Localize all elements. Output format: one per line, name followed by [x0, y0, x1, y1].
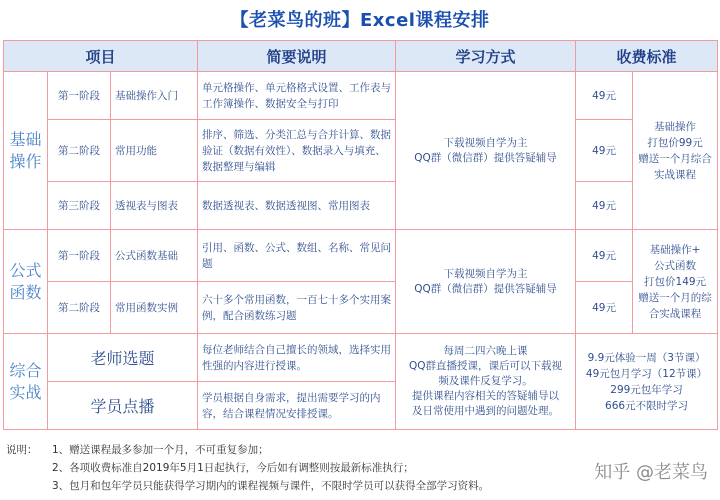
- fees-practice: 9.9元体验一周（3节课） 49元包月学习（12节课） 299元包年学习 666元不限时学习: [576, 334, 718, 430]
- table-row: [4, 282, 718, 334]
- note-item: 2、各项收费标准自2019年5月1日起执行，今后如有调整则按最新标准执行；: [52, 462, 414, 474]
- header-learn: 学习方式: [396, 41, 576, 72]
- table-row: [4, 230, 718, 282]
- section-practice: 综合实战: [4, 334, 48, 430]
- table-row: [4, 182, 718, 230]
- stage-label: 第二阶段: [48, 120, 111, 182]
- package-basic: 基础操作 打包价99元 赠送一个月综合 实战课程: [633, 72, 718, 230]
- price-cell: 49元: [576, 182, 633, 230]
- module-label: 公式函数基础: [111, 230, 198, 282]
- notes-label: 说明：: [6, 444, 38, 456]
- page-title: 【老菜鸟的班】Excel课程安排: [230, 10, 490, 31]
- section-formula: 公式函数: [4, 230, 48, 334]
- mode-label: 老师选题: [48, 334, 198, 382]
- header-desc: 简要说明: [198, 41, 396, 72]
- package-formula: 基础操作+ 公式函数 打包价149元 赠送一个月的综 合实战课程: [633, 230, 718, 334]
- note-item: 1、赠送课程最多参加一个月，不可重复参加；: [52, 444, 269, 456]
- price-cell: 49元: [576, 120, 633, 182]
- module-desc: 引用、函数、公式、数组、名称、常见问题: [198, 230, 396, 282]
- notes: [6, 441, 626, 495]
- mode-desc: 每位老师结合自己擅长的领域，选择实用性强的内容进行授课。: [198, 334, 396, 382]
- stage-label: 第一阶段: [48, 230, 111, 282]
- section-basic: 基础操作: [4, 72, 48, 230]
- module-desc: 六十多个常用函数，一百七十多个实用案例，配合函数练习题: [198, 282, 396, 334]
- mode-label: 学员点播: [48, 382, 198, 430]
- header-item: 项目: [4, 41, 198, 72]
- module-desc: 排序、筛选、分类汇总与合并计算、数据验证（数据有效性）、数据录入与填充、数据整理与编辑: [198, 120, 396, 182]
- module-label: 基础操作入门: [111, 72, 198, 120]
- table-row: [4, 334, 718, 382]
- price-cell: 49元: [576, 230, 633, 282]
- table-row: [4, 72, 718, 120]
- table-row: [4, 120, 718, 182]
- module-desc: 单元格操作、单元格格式设置、工作表与工作簿操作、数据安全与打印: [198, 72, 396, 120]
- learn-basic: 下载视频自学为主 QQ群（微信群）提供答疑辅导: [396, 72, 576, 230]
- course-schedule-table: [3, 40, 718, 430]
- module-label: 透视表与图表: [111, 182, 198, 230]
- watermark: 知乎 @老菜鸟: [594, 462, 708, 483]
- note-item: 3、包月和包年学员只能获得学习期内的课程视频与课件，不限时学员可以获得全部学习资料。: [52, 480, 490, 492]
- learn-practice: 每周二四六晚上课 QQ群直播授课，课后可以下载视 频及课件反复学习。 提供课程内容相关的答疑辅导以 及日常使用中遇到的问题处理。: [396, 334, 576, 430]
- header-fee: 收费标准: [576, 41, 718, 72]
- module-label: 常用功能: [111, 120, 198, 182]
- learn-formula: 下载视频自学为主 QQ群（微信群）提供答疑辅导: [396, 230, 576, 334]
- module-label: 常用函数实例: [111, 282, 198, 334]
- mode-desc: 学员根据自身需求，提出需要学习的内容，结合课程情况安排授课。: [198, 382, 396, 430]
- header-row: [4, 41, 718, 72]
- price-cell: 49元: [576, 72, 633, 120]
- price-cell: 49元: [576, 282, 633, 334]
- module-desc: 数据透视表、数据透视图、常用图表: [198, 182, 396, 230]
- stage-label: 第三阶段: [48, 182, 111, 230]
- stage-label: 第一阶段: [48, 72, 111, 120]
- stage-label: 第二阶段: [48, 282, 111, 334]
